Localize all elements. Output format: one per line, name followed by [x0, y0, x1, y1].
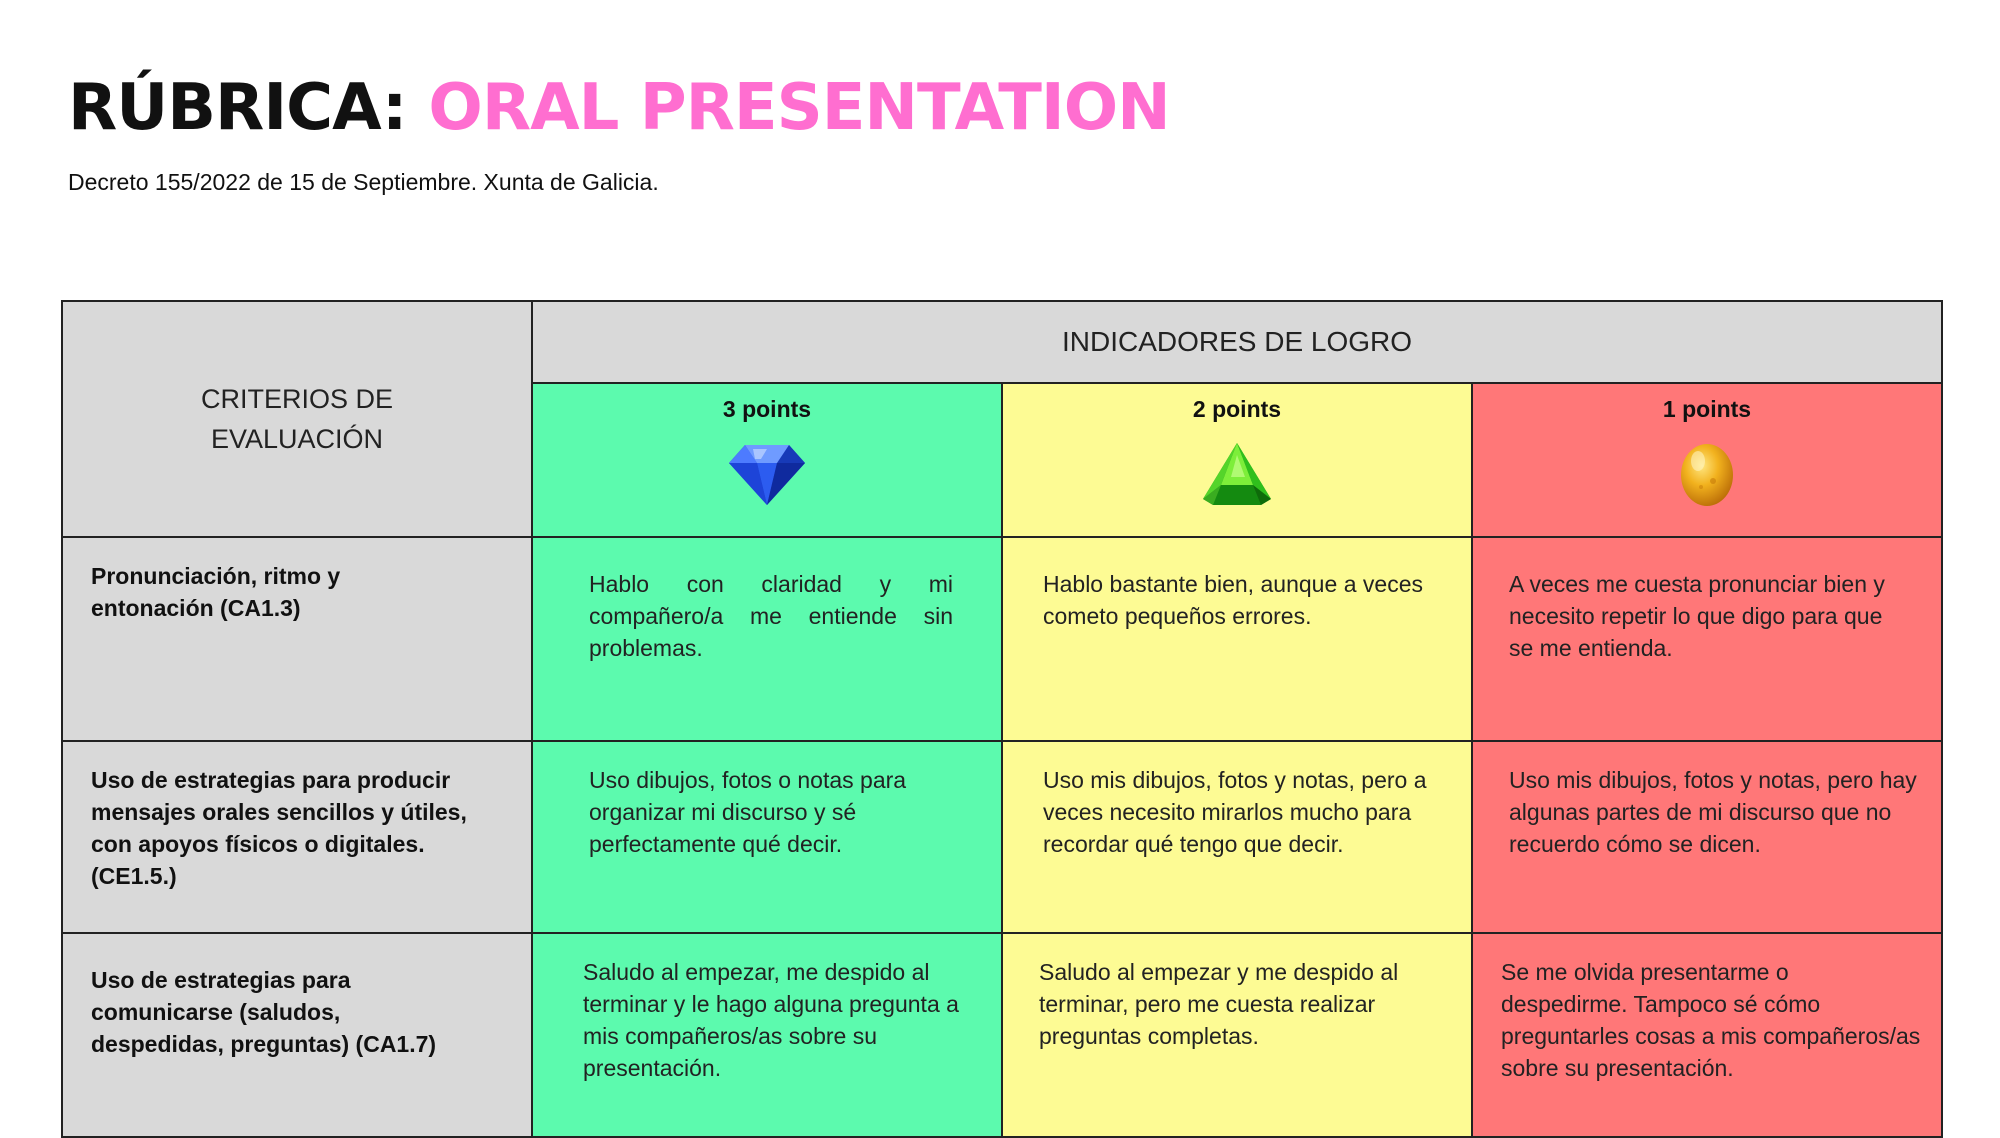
level-2-label: 2 points [1192, 396, 1282, 423]
criteria-header-line-1: CRITERIOS DE [200, 384, 394, 414]
table-row [62, 933, 1942, 1137]
title-prefix: RÚBRICA: [68, 71, 407, 145]
criterion-line: Pronunciación, ritmo y [91, 563, 341, 589]
level-1-header [1472, 383, 1942, 537]
rubric-table [61, 300, 1943, 1138]
indicators-header: INDICADORES DE LOGRO [532, 301, 1942, 383]
criterion-cell [62, 933, 532, 1137]
criterion-line: Uso de estrategias para producir [91, 767, 451, 793]
level-3-header [532, 383, 1002, 537]
criterion-line: Uso de estrategias para [91, 967, 351, 993]
descriptor-level-2: Saludo al empezar y me despido al terminar, pero me cuesta realizar preguntas completas. [1002, 933, 1472, 1137]
level-1-label: 1 points [1662, 396, 1752, 423]
table-row [62, 741, 1942, 933]
criterion-line: comunicarse (saludos, [91, 999, 341, 1025]
descriptor-level-1: Se me olvida presentarme o despedirme. Tampoco sé cómo preguntarles cosas a mis compañeros/as sobre su presentación. [1472, 933, 1942, 1137]
criterion-line: despedidas, preguntas) (CA1.7) [91, 1031, 437, 1057]
amber-egg-icon [1677, 441, 1737, 507]
criterion-line: (CE1.5.) [91, 863, 177, 889]
criterion-line: entonación (CA1.3) [91, 595, 301, 621]
criteria-header-line-2: EVALUACIÓN [210, 424, 384, 454]
table-row [62, 537, 1942, 741]
title-accent: ORAL PRESENTATION [428, 71, 1170, 145]
blue-diamond-icon [727, 441, 807, 507]
green-gem-icon [1201, 441, 1273, 507]
criterion-cell [62, 537, 532, 741]
descriptor-level-2: Hablo bastante bien, aunque a veces cometo pequeños errores. [1002, 537, 1472, 741]
criterion-line: con apoyos físicos o digitales. [91, 831, 425, 857]
page-title [68, 66, 1170, 150]
criterion-line: mensajes orales sencillos y útiles, [91, 799, 467, 825]
level-3-label: 3 points [722, 396, 812, 423]
descriptor-level-3: Uso dibujos, fotos o notas para organizar mi discurso y sé perfectamente qué decir. [532, 741, 1002, 933]
descriptor-level-3: Hablo con claridad y mi compañero/a me entiende sin problemas. [532, 537, 1002, 741]
criterion-cell [62, 741, 532, 933]
criteria-header [62, 301, 532, 537]
descriptor-level-1: A veces me cuesta pronunciar bien y necesito repetir lo que digo para que se me entienda. [1472, 537, 1942, 741]
descriptor-level-3: Saludo al empezar, me despido al terminar y le hago alguna pregunta a mis compañeros/as sobre su presentación. [532, 933, 1002, 1137]
page-subtitle: Decreto 155/2022 de 15 de Septiembre. Xunta de Galicia. [68, 169, 659, 195]
descriptor-level-2: Uso mis dibujos, fotos y notas, pero a veces necesito mirarlos mucho para recordar qué tengo que decir. [1002, 741, 1472, 933]
level-2-header [1002, 383, 1472, 537]
descriptor-level-1: Uso mis dibujos, fotos y notas, pero hay algunas partes de mi discurso que no recuerdo cómo se dicen. [1472, 741, 1942, 933]
